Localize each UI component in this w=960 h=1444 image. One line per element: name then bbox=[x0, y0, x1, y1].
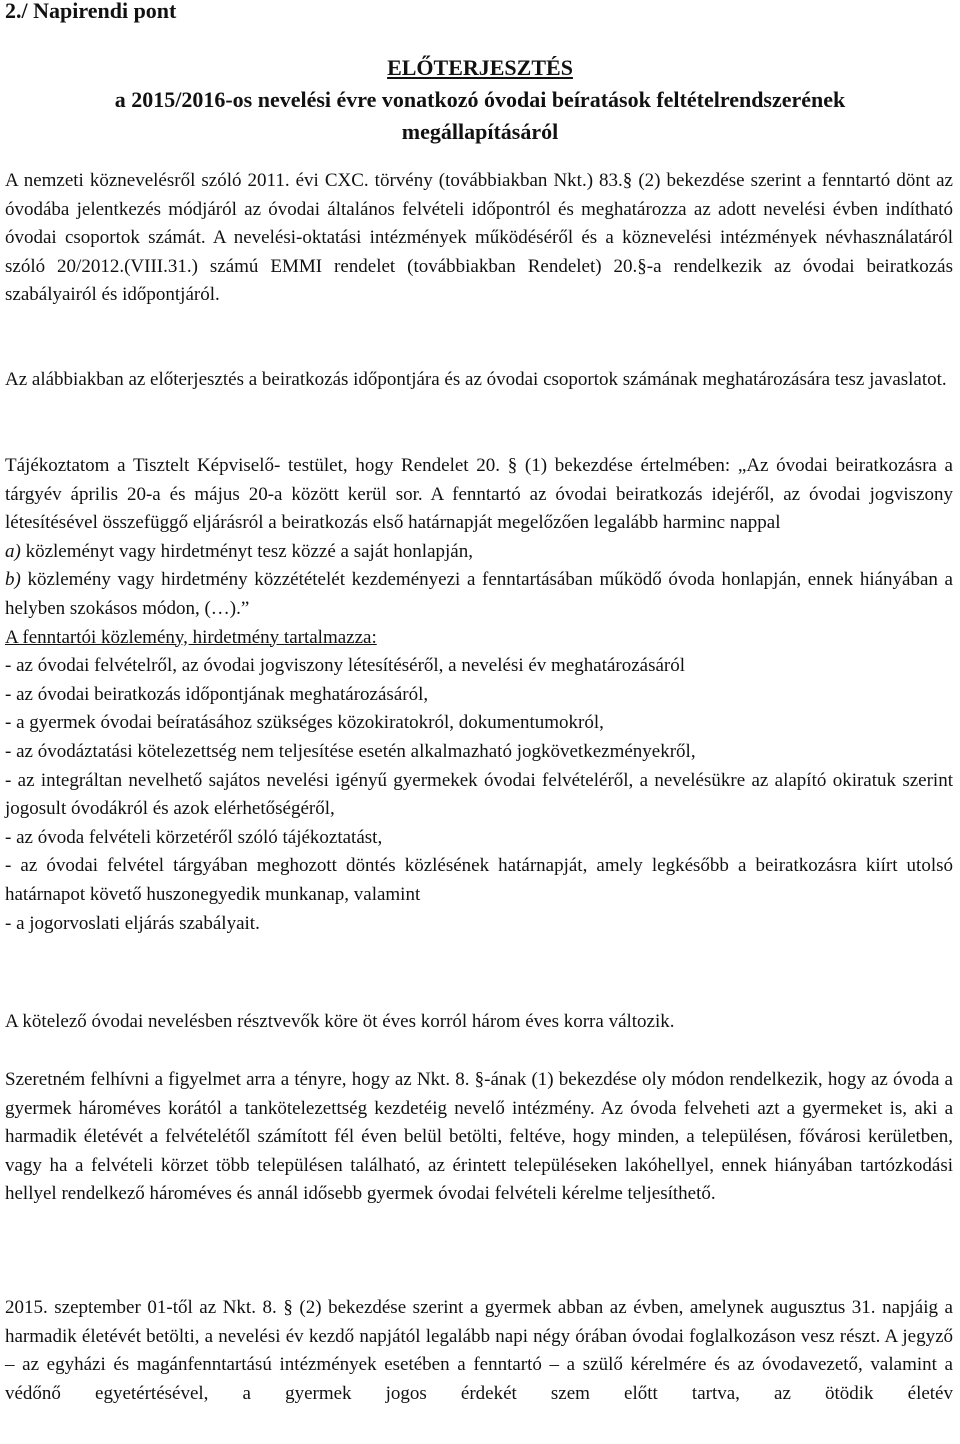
paragraph-compulsory-age: A kötelező óvodai nevelésben résztvevők köre öt éves korról három éves korra változik. bbox=[5, 1011, 675, 1032]
list-item: - az óvodai felvételről, az óvodai jogviszony létesítéséről, a nevelési év meghatározásáról bbox=[5, 655, 686, 677]
proposal-title bbox=[0, 52, 960, 148]
list-item: - az óvodai felvétel tárgyában meghozott döntés közlésének határnapját, amely legkésőbb a beiratkozásra kiírt utolsó határnapot követő huszonegyedik munkanap, valamint bbox=[5, 855, 953, 905]
list-item: - a jogorvoslati eljárás szabályait. bbox=[5, 912, 260, 934]
agenda-heading: 2./ Napirendi pont bbox=[5, 0, 177, 23]
quote-item-a: a) közleményt vagy hirdetményt tesz közzé a saját honlapján, bbox=[5, 540, 473, 562]
list-item: - az óvodáztatási kötelezettség nem teljesítése esetén alkalmazható jogkövetkezményekről, bbox=[5, 740, 696, 762]
list-item: - az integráltan nevelhető sajátos nevelési igényű gyermekek óvodai felvételéről, a nevelésükre az alapító okiratuk szerint jogosult óvodákról és azok elérhetőségéről, bbox=[5, 769, 953, 820]
notice-contents-heading: A fenntartói közlemény, hirdetmény tartalmazza: bbox=[5, 626, 377, 648]
list-item: - az óvodai beiratkozás időpontjának meghatározásáról, bbox=[5, 683, 429, 705]
proposal-title-line3: megállapításáról bbox=[401, 119, 559, 144]
paragraph-nkt-8-1: Szeretném felhívni a figyelmet arra a tényre, hogy az Nkt. 8. §-ának (1) bekezdése oly módon rendelkezik, hogy az óvoda a gyermek hároméves korától a tankötelezettség kezdetéig nevelő intézmény. Az óvoda felveheti azt a gyermeket is, aki a harmadik életévét a felvételétől számított fél éven belül betölti, feltéve, hogy minden, a településen, fővárosi kerületben, vagy ha a felvételi körzet több településen található, az érintett településeken lakóhellyel, ennek hiányában tartózkodási hellyel rendelkező hároméves és annál idősebb gyermek óvodai felvételi kérelme teljesíthető. bbox=[5, 1069, 953, 1205]
quote-item-b: b) közlemény vagy hirdetmény közzétételét kezdeményezi a fenntartásában működő óvoda honlapján, ennek hiányában a helyben szokásos módon, (…).” bbox=[5, 569, 953, 619]
proposal-title-line2: a 2015/2016-os nevelési évre vonatkozó óvodai beíratások feltételrendszerének bbox=[114, 87, 846, 112]
list-item: - az óvoda felvételi körzetéről szóló tájékoztatást, bbox=[5, 826, 383, 848]
paragraph-regulation-quote bbox=[5, 452, 953, 938]
paragraph-nkt-8-2: 2015. szeptember 01-től az Nkt. 8. § (2) bekezdése szerint a gyermek abban az évben, amelynek augusztus 31. napjáig a harmadik életévét betölti, a nevelési év kezdő napjától legalább napi négy órában óvodai foglalkozáson vesz részt. A jegyző – az egyházi és magánfenntartású intézmények esetében a fenntartó – a szülő kérelmére és az óvodavezető, valamint a védőnő egyetértésével, a gyermek jogos érdekét szem előtt tartva, az ötödik életév bbox=[5, 1297, 953, 1404]
proposal-title-line1: ELŐTERJESZTÉS bbox=[387, 55, 573, 80]
paragraph-proposal-intro: Az alábbiakban az előterjesztés a beiratkozás időpontjára és az óvodai csoportok számának meghatározására tesz javaslatot. bbox=[5, 369, 947, 390]
quote-intro: Tájékoztatom a Tisztelt Képviselő- testület, hogy Rendelet 20. § (1) bekezdése értelmében: „Az óvodai beiratkozásra a tárgyév április 20-a és május 20-a között kerül sor. A fenntartó az óvodai beiratkozás idejéről, az óvodai jogviszony létesítésével összefüggő eljárásról a beiratkozás első határnapját megelőzően legalább harminc nappal bbox=[5, 455, 953, 534]
list-item: - a gyermek óvodai beíratásához szükséges közokiratokról, dokumentumokról, bbox=[5, 712, 604, 734]
paragraph-legal-basis: A nemzeti köznevelésről szóló 2011. évi CXC. törvény (továbbiakban Nkt.) 83.§ (2) bekezdése szerint a fenntartó dönt az óvodába jelentkezés módjáról az óvodai általános felvételi időpontról és meghatározza az adott nevelési évben indítható óvodai csoportok számát. A nevelési-oktatási intézmények működéséről és a köznevelési intézmények névhasználatáról szóló 20/2012.(VIII.31.) számú EMMI rendelet (továbbiakban Rendelet) 20.§-a rendelkezik az óvodai beiratkozás szabályairól és időpontjáról. bbox=[5, 170, 953, 306]
